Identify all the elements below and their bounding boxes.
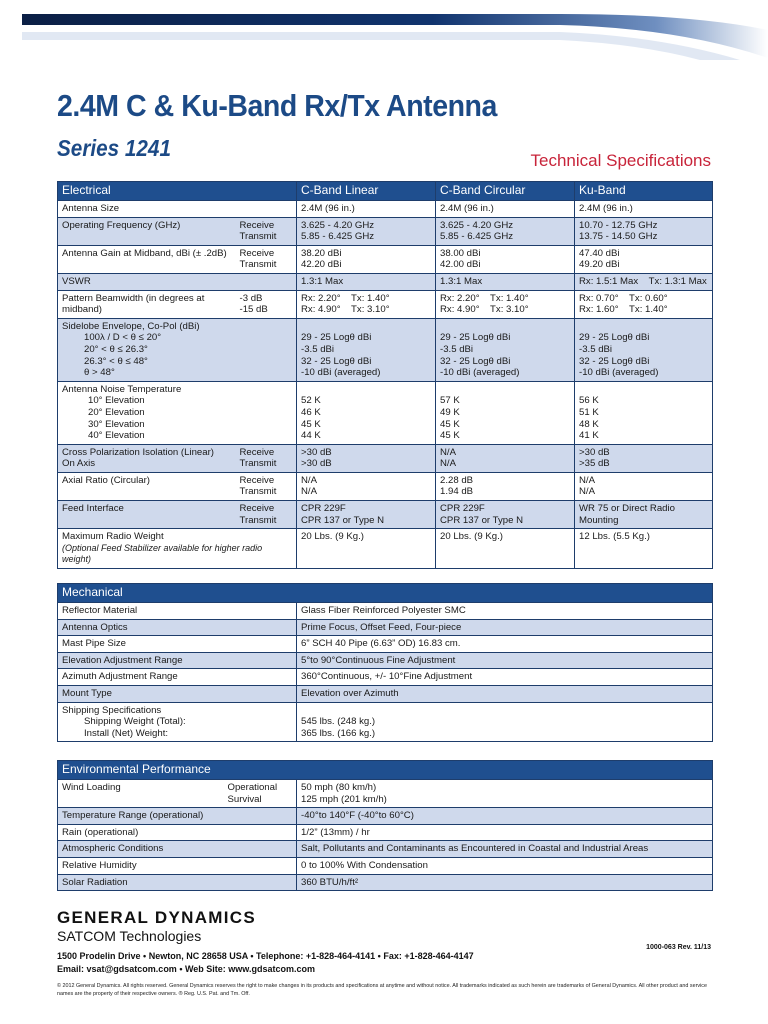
technical-specifications-label: Technical Specifications (530, 151, 711, 170)
ku-value: 29 - 25 Logθ dBi -3.5 dBi 32 - 25 Logθ dBi -10 dBi (averaged) (575, 318, 713, 381)
row-sublabel: Receive Transmit (236, 444, 297, 472)
c-circular-value: N/A N/A (436, 444, 575, 472)
row-label: Antenna Gain at Midband, dBi (± .2dB) (58, 245, 236, 273)
row-sublabel: Operational Survival (224, 780, 297, 808)
row-label: Wind Loading (58, 780, 224, 808)
row-sublabel: 40° Elevation (88, 430, 145, 442)
page-title: 2.4M C & Ku-Band Rx/Tx Antenna (57, 88, 497, 123)
ku-value: 47.40 dBi 49.20 dBi (575, 245, 713, 273)
company-division: SATCOM Technologies (57, 928, 202, 944)
ku-value: Rx: 0.70° Tx: 0.60° Rx: 1.60° Tx: 1.40° (575, 290, 713, 318)
c-circular-value: 20 Lbs. (9 Kg.) (436, 529, 575, 569)
row-label: Operating Frequency (GHz) (58, 217, 236, 245)
row-value: Glass Fiber Reinforced Polyester SMC (297, 603, 713, 620)
c-linear-value: 3.625 - 4.20 GHz 5.85 - 6.425 GHz (297, 217, 436, 245)
col-ku-band: Ku-Band (575, 182, 713, 201)
row-value: Prime Focus, Offset Feed, Four-piece (297, 619, 713, 636)
c-circular-value: 29 - 25 Logθ dBi -3.5 dBi 32 - 25 Logθ dBi -10 dBi (averaged) (436, 318, 575, 381)
table-row (58, 529, 713, 569)
row-sublabel: Receive Transmit (236, 245, 297, 273)
row-label: VSWR (58, 273, 297, 290)
row-label: Shipping Specifications (62, 704, 162, 716)
series-name: Series 1241 (57, 135, 171, 161)
table-row (58, 857, 713, 874)
table-row (58, 290, 713, 318)
row-value: 0 to 100% With Condensation (297, 857, 713, 874)
row-label: Rain (operational) (58, 824, 297, 841)
c-circular-value: Rx: 2.20° Tx: 1.40° Rx: 4.90° Tx: 3.10° (436, 290, 575, 318)
ku-value: 12 Lbs. (5.5 Kg.) (575, 529, 713, 569)
address-line: 1500 Prodelin Drive • Newton, NC 28658 USA • Telephone: +1-828-464-4141 • Fax: +1-828-464-4147 (57, 951, 474, 961)
environmental-section-label: Environmental Performance (58, 761, 713, 780)
table-row (58, 603, 713, 620)
c-linear-value: 1.3:1 Max (297, 273, 436, 290)
row-label: Solar Radiation (58, 874, 297, 891)
row-sublabel: -3 dB -15 dB (236, 290, 297, 318)
header-swoosh-graphic (0, 0, 768, 60)
row-sublabel: Receive Transmit (236, 472, 297, 500)
col-c-band-linear: C-Band Linear (297, 182, 436, 201)
row-label: Temperature Range (operational) (58, 808, 297, 825)
ku-value: 56 K 51 K 48 K 41 K (575, 381, 713, 444)
table-row (58, 619, 713, 636)
document-number: 1000-063 Rev. 11/13 (646, 944, 711, 951)
table-row (58, 636, 713, 653)
row-label: Atmospheric Conditions (58, 841, 297, 858)
row-label: Feed Interface (58, 501, 236, 529)
row-value: 1/2” (13mm) / hr (297, 824, 713, 841)
row-value: 6” SCH 40 Pipe (6.63” OD) 16.83 cm. (297, 636, 713, 653)
row-value: Salt, Pollutants and Contaminants as Encountered in Coastal and Industrial Areas (297, 841, 713, 858)
table-row (58, 874, 713, 891)
table-row (58, 501, 713, 529)
table-row (58, 808, 713, 825)
ku-value: 10.70 - 12.75 GHz 13.75 - 14.50 GHz (575, 217, 713, 245)
row-label: Maximum Radio Weight (62, 531, 164, 543)
row-value: 360 BTU/h/ft² (297, 874, 713, 891)
row-sublabel: 20° Elevation (88, 406, 145, 418)
row-sublabel: 10° Elevation (88, 395, 145, 407)
row-label: Mast Pipe Size (58, 636, 297, 653)
row-sublabel: 100λ / D < θ ≤ 20° (84, 332, 162, 344)
table-row (58, 652, 713, 669)
c-circular-value: CPR 229F CPR 137 or Type N (436, 501, 575, 529)
environmental-spec-table (57, 760, 713, 891)
legal-notice: © 2012 General Dynamics. All rights reserved. General Dynamics reserves the right to make changes in its products and specifications at anytime and without notice. All trademarks indicated as such herein are trademarks of General Dynamics. All other product and service names are the property of their respective owners. ® Reg. U.S. Pat. and Tm. Off. (57, 983, 707, 997)
row-label: Antenna Noise Temperature (62, 383, 182, 395)
c-linear-value: 2.4M (96 in.) (297, 201, 436, 218)
row-label: Pattern Beamwidth (in degrees at midband) (58, 290, 236, 318)
table-row (58, 245, 713, 273)
c-linear-value: >30 dB >30 dB (297, 444, 436, 472)
ku-value: 2.4M (96 in.) (575, 201, 713, 218)
table-row (58, 702, 713, 742)
c-linear-value: N/A N/A (297, 472, 436, 500)
row-label: Sidelobe Envelope, Co-Pol (dBi) (62, 320, 200, 332)
company-logo: GENERAL DYNAMICS (57, 908, 257, 927)
row-label: Cross Polarization Isolation (Linear) On Axis (58, 444, 236, 472)
table-row (58, 824, 713, 841)
table-row (58, 780, 713, 808)
table-row (58, 685, 713, 702)
row-note: (Optional Feed Stabilizer available for higher radio weight) (62, 542, 263, 565)
row-label: Axial Ratio (Circular) (58, 472, 236, 500)
table-row (58, 381, 713, 444)
row-label: Mount Type (58, 685, 297, 702)
row-sublabel: θ > 48° (84, 367, 115, 379)
row-label: Relative Humidity (58, 857, 297, 874)
c-linear-value: 29 - 25 Logθ dBi -3.5 dBi 32 - 25 Logθ dBi -10 dBi (averaged) (297, 318, 436, 381)
row-label-group (58, 318, 297, 381)
c-circular-value: 1.3:1 Max (436, 273, 575, 290)
table-row (58, 472, 713, 500)
row-label: Reflector Material (58, 603, 297, 620)
row-label: Antenna Size (58, 201, 297, 218)
table-row (58, 841, 713, 858)
row-sublabel: Install (Net) Weight: (84, 727, 169, 739)
row-sublabel: 20° < θ ≤ 26.3° (84, 343, 148, 355)
row-label: Azimuth Adjustment Range (58, 669, 297, 686)
row-sublabel: 26.3° < θ ≤ 48° (84, 355, 148, 367)
row-sublabel: Shipping Weight (Total): (84, 716, 186, 728)
row-label: Antenna Optics (58, 619, 297, 636)
row-value: -40°to 140°F (-40°to 60°C) (297, 808, 713, 825)
table-row (58, 669, 713, 686)
row-value: 5°to 90°Continuous Fine Adjustment (297, 652, 713, 669)
table-row (58, 444, 713, 472)
c-linear-value: Rx: 2.20° Tx: 1.40° Rx: 4.90° Tx: 3.10° (297, 290, 436, 318)
c-circular-value: 57 K 49 K 45 K 45 K (436, 381, 575, 444)
row-label-group (58, 529, 297, 569)
contact-line: Email: vsat@gdsatcom.com • Web Site: www.gdsatcom.com (57, 964, 315, 974)
electrical-spec-table (57, 181, 713, 569)
contact-block (57, 950, 474, 976)
ku-value: N/A N/A (575, 472, 713, 500)
mechanical-header-row (58, 584, 713, 603)
ku-value: Rx: 1.5:1 Max Tx: 1.3:1 Max (575, 273, 713, 290)
c-circular-value: 3.625 - 4.20 GHz 5.85 - 6.425 GHz (436, 217, 575, 245)
col-c-band-circular: C-Band Circular (436, 182, 575, 201)
row-value: 50 mph (80 km/h) 125 mph (201 km/h) (297, 780, 713, 808)
table-row (58, 201, 713, 218)
c-circular-value: 2.28 dB 1.94 dB (436, 472, 575, 500)
row-value: 545 lbs. (248 kg.) 365 lbs. (166 kg.) (297, 702, 713, 742)
row-label: Elevation Adjustment Range (58, 652, 297, 669)
row-label-group (58, 381, 297, 444)
c-circular-value: 38.00 dBi 42.00 dBi (436, 245, 575, 273)
row-value: 360°Continuous, +/- 10°Fine Adjustment (297, 669, 713, 686)
c-linear-value: 52 K 46 K 45 K 44 K (297, 381, 436, 444)
electrical-header-row (58, 182, 713, 201)
ku-value: >30 dB >35 dB (575, 444, 713, 472)
row-value: Elevation over Azimuth (297, 685, 713, 702)
table-row (58, 217, 713, 245)
c-linear-value: 20 Lbs. (9 Kg.) (297, 529, 436, 569)
ku-value: WR 75 or Direct Radio Mounting (575, 501, 713, 529)
c-linear-value: CPR 229F CPR 137 or Type N (297, 501, 436, 529)
row-sublabel: Receive Transmit (236, 217, 297, 245)
row-sublabel: Receive Transmit (236, 501, 297, 529)
table-row (58, 318, 713, 381)
table-row (58, 273, 713, 290)
environmental-header-row (58, 761, 713, 780)
electrical-section-label: Electrical (58, 182, 297, 201)
c-linear-value: 38.20 dBi 42.20 dBi (297, 245, 436, 273)
row-sublabel: 30° Elevation (88, 418, 145, 430)
mechanical-section-label: Mechanical (58, 584, 713, 603)
mechanical-spec-table (57, 583, 713, 742)
row-label-group (58, 702, 297, 742)
c-circular-value: 2.4M (96 in.) (436, 201, 575, 218)
